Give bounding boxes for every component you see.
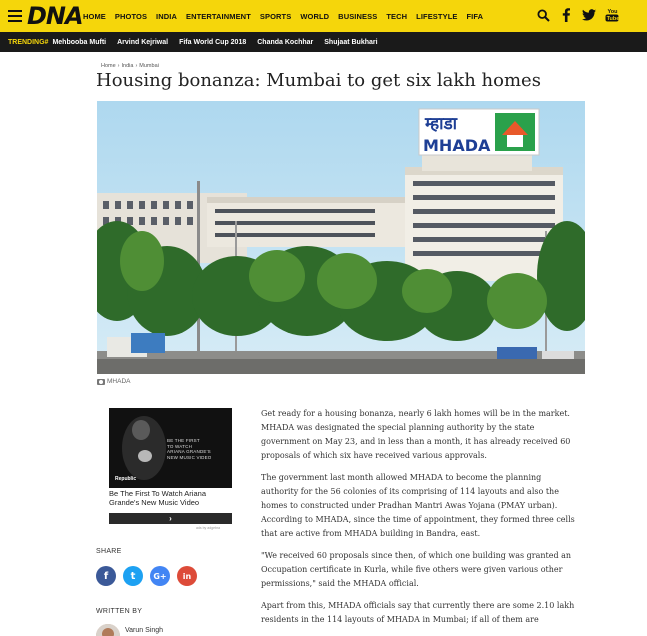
sign-marathi-text: म्हाडा: [425, 114, 458, 134]
twitter-icon[interactable]: [580, 6, 598, 24]
trending-item[interactable]: Chanda Kochhar: [257, 38, 314, 46]
youtube-you-text: You: [607, 9, 618, 15]
nav-lifestyle[interactable]: LIFESTYLE: [416, 11, 458, 21]
nav-tech[interactable]: TECH: [386, 11, 408, 21]
ad-next-button[interactable]: ›: [109, 513, 232, 524]
article-paragraph: "We received 60 proposals since then, of which one building was granted an Occupation certificate in Kurla, while five others were given various other permissions," said the MHADA official.: [261, 551, 572, 588]
sign-english-text: MHADA: [423, 136, 491, 155]
nav-sports[interactable]: SPORTS: [259, 11, 292, 21]
trending-item[interactable]: Shujaat Bukhari: [324, 38, 378, 46]
linkedin-share-icon[interactable]: in: [177, 566, 197, 586]
main-nav: [83, 0, 492, 32]
ad-overlay-text: BE THE FIRST TO WATCH ARIANA GRANDE'S NEW MUSIC VIDEO: [167, 438, 212, 460]
trending-label: TRENDING#: [8, 38, 49, 46]
nav-fifa[interactable]: FIFA: [466, 11, 484, 21]
article-paragraph: Apart from this, MHADA officials say that currently there are some 2.10 lakh residents in the 114 layouts of MHADA in Mumbai; if all of them are: [261, 601, 575, 624]
ad-title[interactable]: Be The First To Watch Ariana Grande's New Music Video: [109, 489, 206, 507]
breadcrumb: Home › India › Mumbai: [101, 63, 159, 69]
author-name[interactable]: Varun Singh: [125, 627, 164, 634]
trending-item[interactable]: Arvind Kejriwal: [117, 38, 169, 46]
share-buttons: [96, 566, 204, 586]
twitter-share-icon[interactable]: t: [123, 566, 143, 586]
article-paragraph: The government last month allowed MHADA to become the planning authority for the 56 colonies of its comprising of 114 layouts and also the homes to constructed under Pradhan Mantri Awas Yojana (PMAY urban). According to MHADA, since the time of appointment, they formed three cells that are active from MHADA building in Bandra, east.: [261, 473, 575, 538]
facebook-share-icon[interactable]: f: [96, 566, 116, 586]
nav-world[interactable]: WORLD: [300, 11, 330, 21]
ad-brand-logo: Republic: [115, 476, 137, 482]
image-caption: [97, 378, 130, 385]
written-by-label: WRITTEN BY: [96, 608, 143, 615]
trending-bar: [0, 32, 647, 52]
nav-india[interactable]: INDIA: [156, 11, 177, 21]
google-plus-share-icon[interactable]: G+: [150, 566, 170, 586]
camera-icon: [97, 379, 105, 385]
nav-photos[interactable]: PHOTOS: [114, 11, 148, 21]
header-icons: [529, 6, 621, 24]
search-icon[interactable]: [534, 6, 552, 24]
hero-image: [97, 101, 585, 374]
youtube-tube-text: Tube: [606, 16, 619, 22]
image-caption-text: MHADA: [107, 378, 131, 385]
breadcrumb-mumbai[interactable]: Mumbai: [139, 63, 159, 69]
share-label: SHARE: [96, 548, 122, 555]
trending-item[interactable]: Fifa World Cup 2018: [179, 38, 247, 46]
facebook-icon[interactable]: [557, 6, 575, 24]
ad-video-thumbnail[interactable]: [109, 408, 232, 488]
ad-attribution[interactable]: ads by adgebra: [196, 526, 221, 530]
nav-entertainment[interactable]: ENTERTAINMENT: [185, 11, 251, 21]
breadcrumb-india[interactable]: India: [121, 63, 134, 69]
article-body: [261, 407, 581, 635]
youtube-icon[interactable]: [603, 6, 621, 24]
breadcrumb-home[interactable]: Home: [101, 63, 116, 69]
nav-business[interactable]: BUSINESS: [338, 11, 378, 21]
nav-home[interactable]: HOME: [83, 11, 106, 21]
site-logo[interactable]: DNA: [27, 2, 83, 30]
author-avatar[interactable]: [96, 624, 120, 636]
page-title: Housing bonanza: Mumbai to get six lakh homes: [96, 70, 541, 91]
menu-icon[interactable]: [8, 10, 22, 22]
trending-item[interactable]: Mehbooba Mufti: [52, 38, 107, 46]
article-paragraph: Get ready for a housing bonanza, nearly 6 lakh homes will be in the market. MHADA was designated the special planning authority by the state government on May 23, and in less than a month, it has already received 60 proposals of which six have received various approvals.: [261, 409, 571, 460]
top-bar: [0, 0, 647, 32]
